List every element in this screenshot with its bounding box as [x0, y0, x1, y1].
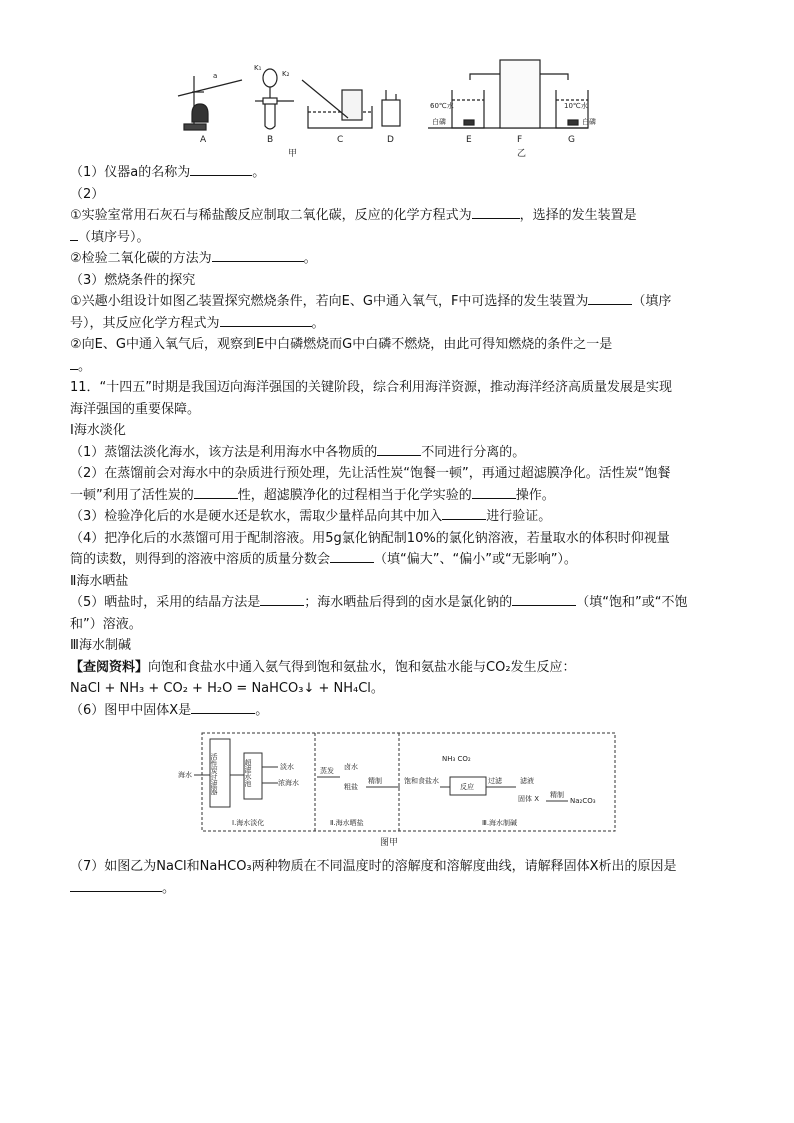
- node-brine: 卤水: [344, 763, 358, 771]
- node-solid-x: 固体 X: [518, 795, 540, 803]
- q10-3-1: ①兴趣小组设计如图乙装置探究燃烧条件，若向E、G中通入氧气，F中可选择的发生装置为 （填序: [70, 291, 730, 313]
- node-filtrate: 滤液: [520, 777, 534, 785]
- info-paragraph: 【查阅资料】向饱和食盐水中通入氨气得到饱和氨盐水，饱和氨盐水能与CO₂发生反应：: [70, 659, 576, 675]
- q10-1: （1）仪器a的名称为 。: [70, 162, 730, 184]
- section-3-title: Ⅲ海水制碱: [70, 638, 131, 653]
- q11-2: （2）在蒸馏前会对海水中的杂质进行预处理，先让活性炭“饱餐一顿”，再通过超滤膜净化。活性炭“饱餐: [70, 466, 671, 481]
- section-2-title: Ⅱ海水晒盐: [70, 573, 129, 589]
- answer-blank[interactable]: [70, 227, 78, 241]
- answer-blank[interactable]: [190, 162, 252, 176]
- label-D: D: [387, 135, 394, 145]
- answer-blank[interactable]: [472, 485, 516, 499]
- q10-2-1b: （填序号）。: [70, 227, 730, 249]
- node-fresh-water: 淡水: [280, 763, 294, 771]
- label-refine: 精制: [368, 777, 382, 785]
- flow-caption: 图甲: [380, 838, 399, 848]
- label-A: A: [200, 135, 207, 145]
- q10-3-1b: 号），其反应化学方程式为 。: [70, 313, 730, 335]
- q11-intro: 11．“十四五”时期是我国迈向海洋强国的关键阶段，综合利用海洋资源，推动海洋经济高质量发展是实现: [70, 380, 673, 395]
- q11-4b: 筒的读数，则得到的溶液中溶质的质量分数会 （填“偏大”、“偏小”或“无影响”）。: [70, 549, 730, 571]
- question-7: [70, 856, 730, 899]
- q10-3-2b: 。: [70, 356, 730, 378]
- label-F: F: [517, 135, 523, 145]
- label-white-p-left: 白磷: [432, 118, 446, 126]
- label-B: B: [267, 135, 274, 145]
- label-G: G: [568, 135, 575, 145]
- node-reaction-label: 反应: [460, 783, 474, 791]
- question-text: [70, 162, 730, 721]
- q11-3: （3）检验净化后的水是硬水还是软水，需取少量样品向其中加入 进行验证。: [70, 506, 730, 528]
- node-crude-salt: 粗盐: [344, 783, 358, 791]
- flow-section-3: Ⅲ.海水制碱: [482, 819, 518, 827]
- answer-blank[interactable]: [194, 485, 238, 499]
- q10-3-2: ②向E、G中通入氧气后，观察到E中白磷燃烧而G中白磷不燃烧，由此可得知燃烧的条件之一是: [70, 337, 613, 352]
- label-filter-op: 过滤: [488, 777, 502, 785]
- section-1-title: Ⅰ海水淡化: [70, 423, 126, 438]
- q11-2b: 一顿”利用了活性炭的 性，超滤膜净化的过程相当于化学实验的 操作。: [70, 485, 730, 507]
- node-seawater: 海水: [178, 771, 192, 779]
- flow-section-1: Ⅰ.海水淡化: [232, 819, 265, 827]
- q11-5: （5）晒盐时，采用的结晶方法是 ；海水晒盐后得到的卤水是氯化钠的 （填“饱和”或“不饱: [70, 592, 730, 614]
- flow-section-2: Ⅱ.海水晒盐: [330, 819, 364, 827]
- answer-blank[interactable]: [512, 592, 576, 606]
- q11-6: （6）图甲中固体X是 。: [70, 700, 730, 722]
- label-k1: K₁: [254, 64, 262, 72]
- node-membrane-label: 超滤水池: [244, 759, 252, 787]
- answer-blank[interactable]: [330, 549, 374, 563]
- equation: NaCl + NH₃ + CO₂ + H₂O = NaHCO₃↓ + NH₄Cl。: [70, 681, 384, 696]
- answer-blank[interactable]: [442, 506, 486, 520]
- q10-2-2: ②检验二氧化碳的方法为 。: [70, 248, 730, 270]
- q10-3: （3）燃烧条件的探究: [70, 272, 196, 288]
- apparatus-d: [382, 90, 400, 126]
- q11-7b: 。: [70, 878, 730, 900]
- answer-blank[interactable]: [212, 248, 304, 262]
- q11-7: （7）如图乙为NaCl和NaHCO₃两种物质在不同温度时的溶解度和溶解度曲线，请解释固体X析出的原因是: [70, 859, 677, 874]
- answer-blank[interactable]: [70, 356, 78, 370]
- label-white-p-right: 白磷: [582, 118, 596, 126]
- label-a: a: [213, 72, 218, 80]
- caption-yi: 乙: [517, 149, 527, 159]
- apparatus-a: [178, 76, 242, 130]
- q10-2: （2）: [70, 186, 105, 202]
- answer-blank[interactable]: [377, 442, 421, 456]
- answer-blank[interactable]: [191, 700, 255, 714]
- node-filter-label: 活性炭过滤器: [210, 753, 218, 795]
- label-refine-2: 精制: [550, 791, 564, 799]
- answer-blank[interactable]: [220, 313, 312, 327]
- label-60c-water: 60℃水: [430, 102, 454, 110]
- answer-blank[interactable]: [588, 291, 632, 305]
- q11-4: （4）把净化后的水蒸馏可用于配制溶液。用5g氯化钠配制10%的氯化钠溶液，若量取水的体积时仰视量: [70, 530, 670, 546]
- label-C: C: [337, 135, 344, 145]
- node-product: Na₂CO₃: [570, 797, 596, 805]
- label-E: E: [466, 135, 472, 145]
- label-10c-water: 10℃水: [564, 102, 588, 110]
- flowchart-jia: [172, 731, 618, 849]
- q11-intro-b: 海洋强国的重要保障。: [70, 401, 201, 417]
- q11-5b: 和”）溶液。: [70, 616, 142, 632]
- apparatus-figure: [170, 56, 600, 160]
- caption-jia: 甲: [288, 149, 298, 159]
- apparatus-b: [255, 69, 294, 129]
- label-evaporate: 蒸发: [320, 767, 334, 775]
- apparatus-c: [302, 80, 372, 128]
- q11-1: （1）蒸馏法淡化海水，该方法是利用海水中各物质的 不同进行分离的。: [70, 442, 730, 464]
- node-concentrate: 浓海水: [278, 779, 299, 787]
- apparatus-efg: [428, 60, 588, 128]
- answer-blank[interactable]: [70, 878, 162, 892]
- node-saturated-brine: 饱和食盐水: [404, 777, 439, 785]
- q10-2-1: ①实验室常用石灰石与稀盐酸反应制取二氧化碳，反应的化学方程式为 ，选择的发生装置是: [70, 205, 730, 227]
- answer-blank[interactable]: [472, 205, 520, 219]
- label-gases: NH₃ CO₂: [442, 755, 471, 763]
- label-k2: K₂: [282, 70, 290, 78]
- answer-blank[interactable]: [260, 592, 304, 606]
